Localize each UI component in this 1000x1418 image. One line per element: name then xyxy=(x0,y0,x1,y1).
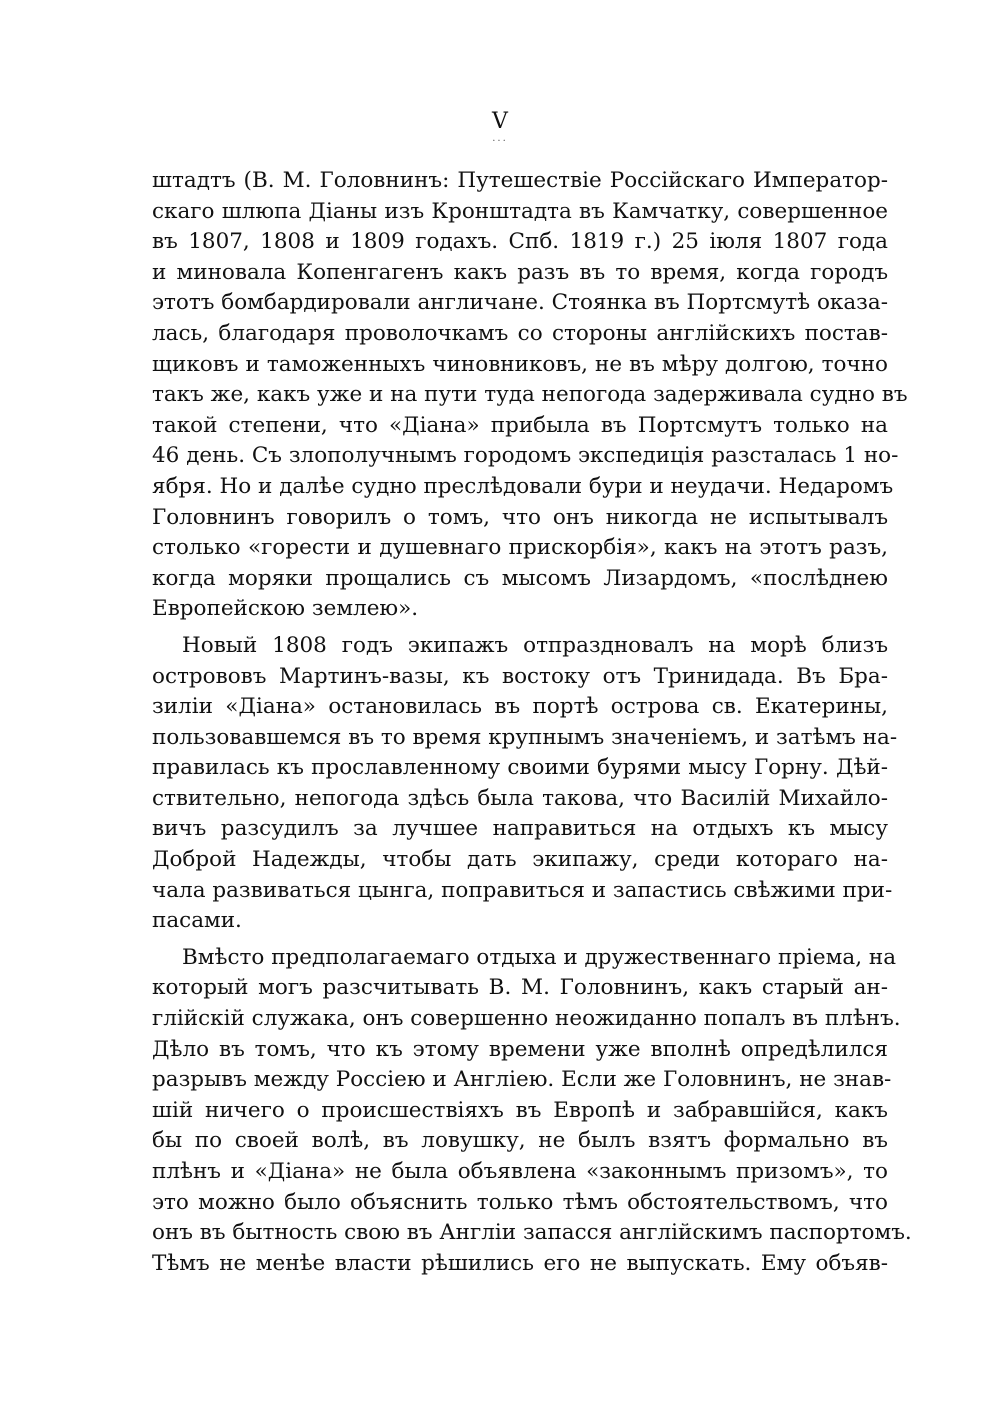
text-line: это можно было объяснить только тѣмъ обстоятельствомъ, что xyxy=(152,1189,888,1215)
page-number-marks: ... xyxy=(492,133,508,144)
text-line: онъ въ бытность свою въ Англіи запасся англійскимъ паспортомъ. xyxy=(152,1220,912,1246)
text-line: правилась къ прославленному своими бурями мысу Горну. Дѣй- xyxy=(152,755,888,781)
text-line: Вмѣсто предполагаемаго отдыха и дружественнаго пріема, на xyxy=(182,944,897,970)
text-line: разрывъ между Россіею и Англіею. Если же Головнинъ, не знав- xyxy=(152,1067,892,1093)
text-line: пользовавшемся въ то время крупнымъ значеніемъ, и затѣмъ на- xyxy=(152,724,898,750)
text-line: въ 1807, 1808 и 1809 годахъ. Спб. 1819 г.) 25 іюля 1807 года xyxy=(152,229,888,255)
text-line: Тѣмъ не менѣе власти рѣшились его не выпускать. Ему объяв- xyxy=(152,1250,888,1276)
text-line: плѣнъ и «Діана» не была объявлена «законнымъ призомъ», то xyxy=(152,1159,888,1184)
text-line: скаго шлюпа Діаны изъ Кронштадта въ Камчатку, совершенное xyxy=(152,198,888,224)
text-line: чала развиваться цынга, поправиться и запастись свѣжими при- xyxy=(152,877,893,903)
text-line: столько «горести и душевнаго прискорбія», какъ на этотъ разъ, xyxy=(152,535,888,561)
text-line: пасами. xyxy=(152,908,242,934)
text-line: такой степени, что «Діана» прибыла въ Портсмутъ только на xyxy=(152,412,888,438)
text-line: глійскій служака, онъ совершенно неожиданно попалъ въ плѣнъ. xyxy=(152,1006,901,1032)
text-line: такъ же, какъ уже и на пути туда непогода задерживала судно въ xyxy=(152,382,908,408)
text-line: зиліи «Діана» остановилась въ портѣ острова св. Екатерины, xyxy=(152,694,888,720)
text-line: штадтъ (В. М. Головнинъ: Путешествіе Россійскаго Император- xyxy=(152,168,888,193)
text-line: Новый 1808 годъ экипажъ отпраздновалъ на морѣ близъ xyxy=(182,632,888,658)
paragraph xyxy=(152,631,898,937)
text-line: 46 день. Съ злополучнымъ городомъ экспедиція разсталась 1 но- xyxy=(152,443,899,469)
text-line: когда моряки прощались съ мысомъ Лизардомъ, «послѣднею xyxy=(152,565,888,591)
text-line: и миновала Копенгагенъ какъ разъ въ то время, когда городъ xyxy=(152,259,888,285)
text-line: щиковъ и таможенныхъ чиновниковъ, не въ мѣру долгою, точно xyxy=(152,351,888,377)
page-number-label: V xyxy=(492,109,508,134)
text-line: Европейскою землею». xyxy=(152,596,419,622)
text-line: острововъ Мартинъ-вазы, къ востоку отъ Тринидада. Въ Бра- xyxy=(152,663,888,689)
text-line: ствительно, непогода здѣсь была такова, что Василій Михайло- xyxy=(152,785,888,811)
text-line: Доброй Надежды, чтобы дать экипажу, среди котораго на- xyxy=(152,847,888,873)
paragraph xyxy=(152,166,908,625)
text-line: этотъ бомбардировали англичане. Стоянка въ Портсмутѣ оказа- xyxy=(152,290,888,316)
text-line: шій ничего о происшествіяхъ въ Европѣ и забравшійся, какъ xyxy=(152,1097,888,1123)
text-line: бы по своей волѣ, въ ловушку, не былъ взятъ формально въ xyxy=(152,1128,888,1154)
text-line: вичъ разсудилъ за лучшее направиться на отдыхъ къ мысу xyxy=(152,816,888,842)
text-line: ября. Но и далѣе судно преслѣдовали бури и неудачи. Недаромъ xyxy=(152,473,894,499)
text-line: Дѣло въ томъ, что къ этому времени уже вполнѣ опредѣлился xyxy=(152,1036,888,1062)
text-line: Головнинъ говорилъ о томъ, что онъ никогда не испытывалъ xyxy=(152,504,888,530)
paragraph xyxy=(152,943,912,1280)
body-text xyxy=(152,166,912,1279)
page-number xyxy=(0,108,1000,142)
text-line: который могъ разсчитывать В. М. Головнинъ, какъ старый ан- xyxy=(152,975,888,1001)
text-line: лась, благодаря проволочкамъ со стороны англійскихъ постав- xyxy=(152,320,888,346)
